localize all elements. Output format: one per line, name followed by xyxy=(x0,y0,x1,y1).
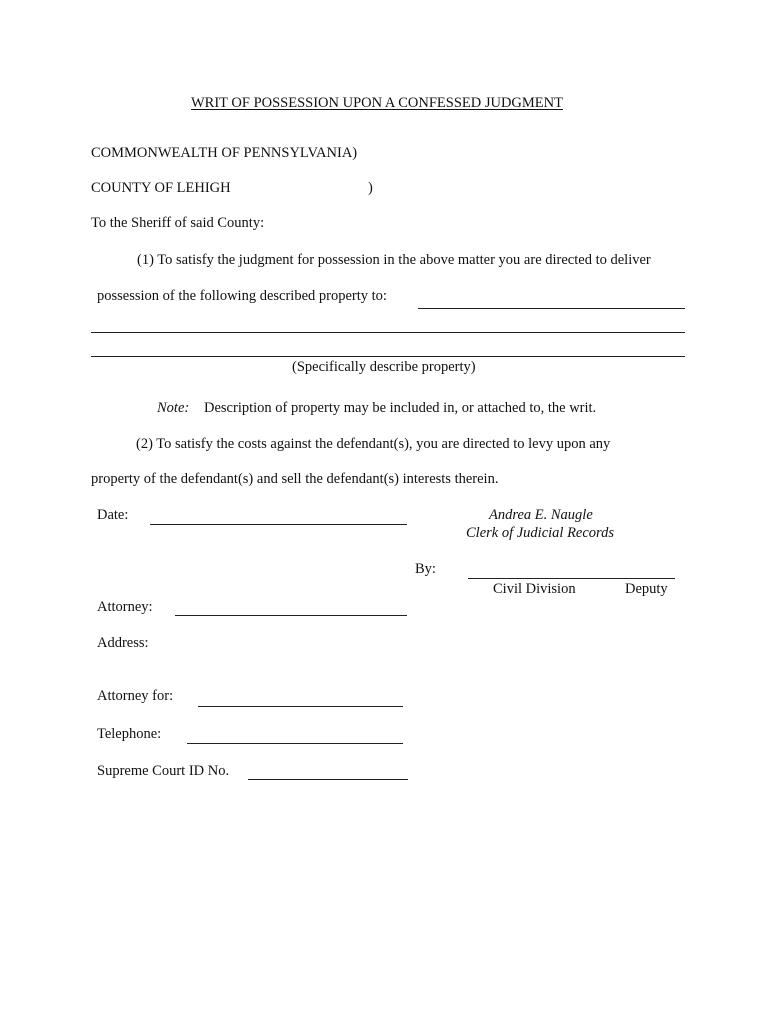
paragraph-2-line-1: (2) To satisfy the costs against the defendant(s), you are directed to levy upon any xyxy=(136,436,611,452)
paragraph-1-line-1: (1) To satisfy the judgment for possession in the above matter you are directed to deliver xyxy=(137,252,651,268)
county-paren: ) xyxy=(368,180,373,196)
attorney-for-field[interactable] xyxy=(198,706,403,707)
deputy-label: Deputy xyxy=(625,581,668,597)
telephone-label: Telephone: xyxy=(97,726,162,742)
paragraph-2-line-2: property of the defendant(s) and sell the defendant(s) interests therein. xyxy=(91,471,499,487)
deputy-signature-field[interactable] xyxy=(468,578,675,579)
county-heading: COUNTY OF LEHIGH xyxy=(91,180,231,196)
recipient-field[interactable] xyxy=(418,308,685,309)
salutation: To the Sheriff of said County: xyxy=(91,215,265,231)
property-description-line-2[interactable] xyxy=(91,356,685,357)
by-label: By: xyxy=(415,561,436,577)
attorney-label: Attorney: xyxy=(97,599,153,615)
supreme-court-id-label: Supreme Court ID No. xyxy=(97,763,230,779)
address-label: Address: xyxy=(97,635,149,651)
date-label: Date: xyxy=(97,507,129,523)
telephone-field[interactable] xyxy=(187,743,403,744)
note-text: Description of property may be included in, or attached to, the writ. xyxy=(204,400,597,416)
attorney-for-label: Attorney for: xyxy=(97,688,174,704)
note-label: Note: xyxy=(157,400,190,416)
clerk-name: Andrea E. Naugle xyxy=(489,507,593,523)
supreme-court-id-field[interactable] xyxy=(248,779,408,780)
attorney-field[interactable] xyxy=(175,615,407,616)
commonwealth-heading: COMMONWEALTH OF PENNSYLVANIA) xyxy=(91,145,358,161)
paragraph-1-line-2: possession of the following described property to: xyxy=(97,288,387,304)
document-title: WRIT OF POSSESSION UPON A CONFESSED JUDGMENT xyxy=(191,95,563,111)
civil-division-label: Civil Division xyxy=(493,581,576,597)
clerk-title: Clerk of Judicial Records xyxy=(466,525,615,541)
property-caption: (Specifically describe property) xyxy=(292,359,476,375)
property-description-line-1[interactable] xyxy=(91,332,685,333)
date-field[interactable] xyxy=(150,524,407,525)
